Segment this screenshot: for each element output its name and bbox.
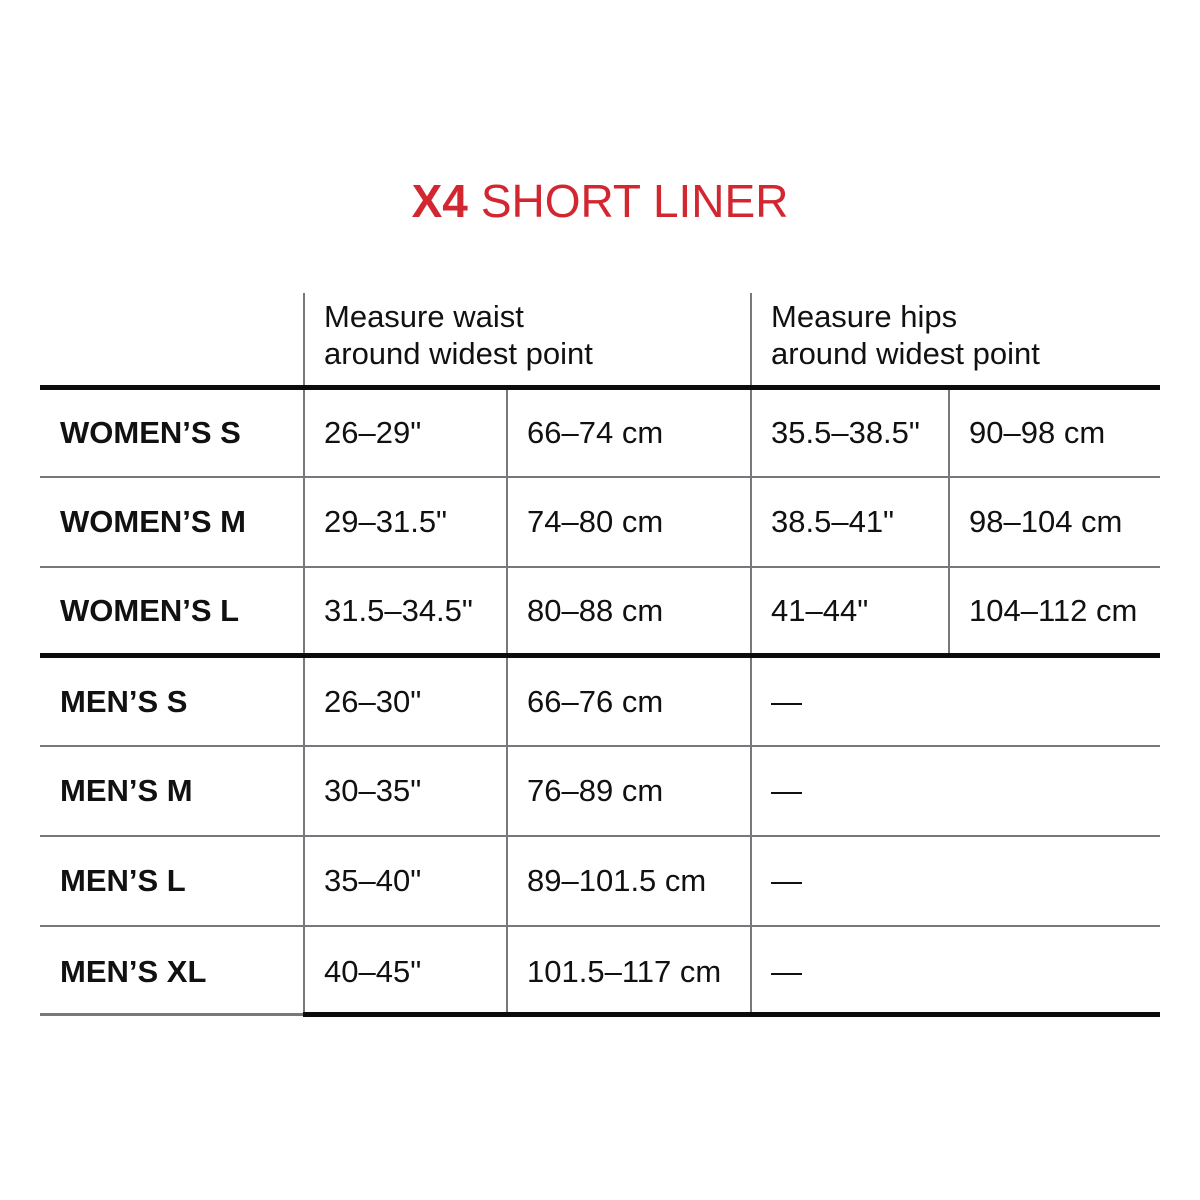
hips-cm-value: 98–104 cm — [948, 478, 1160, 566]
page-title — [0, 176, 1200, 226]
size-label: WOMEN’S M — [60, 504, 246, 539]
header-spacer — [40, 293, 303, 385]
waist-cm-value: 74–80 cm — [506, 478, 750, 566]
hips-value-empty: — — [750, 658, 1160, 745]
waist-inches-value: 40–45" — [303, 927, 506, 1017]
waist-cm-value: 66–76 cm — [506, 658, 750, 745]
waist-inches-value: 29–31.5" — [303, 478, 506, 566]
waist-cm-value: 101.5–117 cm — [506, 927, 750, 1017]
size-label: MEN’S S — [60, 683, 188, 719]
hips-cm-value: 104–112 cm — [948, 568, 1160, 653]
size-chart-table — [40, 293, 1160, 1017]
waist-inches-value: 26–30" — [303, 658, 506, 745]
size-label: MEN’S L — [60, 863, 186, 898]
hips-inches-value: 41–44" — [750, 568, 948, 653]
waist-cm-value: 66–74 cm — [506, 390, 750, 476]
header-measure-waist-text — [324, 298, 593, 372]
waist-inches-value: 35–40" — [303, 837, 506, 925]
waist-inches-value: 26–29" — [303, 390, 506, 476]
header-hips-line1: Measure hips — [771, 299, 958, 334]
header-hips-line2: around widest point — [771, 336, 1040, 371]
size-label: MEN’S M — [60, 773, 193, 808]
table-row-mens-l — [40, 837, 1160, 927]
waist-cm-value: 80–88 cm — [506, 568, 750, 653]
waist-inches-value: 31.5–34.5" — [303, 568, 506, 653]
table-header-row — [40, 293, 1160, 390]
title-product: SHORT LINER — [480, 175, 789, 227]
size-label: MEN’S XL — [60, 954, 207, 989]
hips-inches-value: 35.5–38.5" — [750, 390, 948, 476]
header-measure-hips-text — [771, 298, 1040, 372]
size-label: WOMEN’S L — [60, 592, 240, 628]
table-row-womens-m — [40, 478, 1160, 568]
header-measure-waist — [303, 293, 750, 385]
table-row-womens-s — [40, 390, 1160, 478]
title-model: X4 — [411, 175, 468, 227]
header-waist-line2: around widest point — [324, 336, 593, 371]
waist-inches-value: 30–35" — [303, 747, 506, 835]
hips-value-empty: — — [750, 837, 1160, 925]
hips-inches-value: 38.5–41" — [750, 478, 948, 566]
table-row-womens-l — [40, 568, 1160, 658]
size-label: WOMEN’S S — [60, 415, 241, 450]
waist-cm-value: 76–89 cm — [506, 747, 750, 835]
table-row-mens-s — [40, 658, 1160, 747]
waist-cm-value: 89–101.5 cm — [506, 837, 750, 925]
table-bottom-border — [303, 1012, 1160, 1017]
hips-value-empty: — — [750, 747, 1160, 835]
table-row-mens-xl — [40, 927, 1160, 1017]
header-waist-line1: Measure waist — [324, 299, 524, 334]
table-row-mens-m — [40, 747, 1160, 837]
hips-cm-value: 90–98 cm — [948, 390, 1160, 476]
table-bottom-border-left-segment — [40, 1013, 303, 1016]
hips-value-empty: — — [750, 927, 1160, 1017]
header-measure-hips — [750, 293, 1160, 385]
